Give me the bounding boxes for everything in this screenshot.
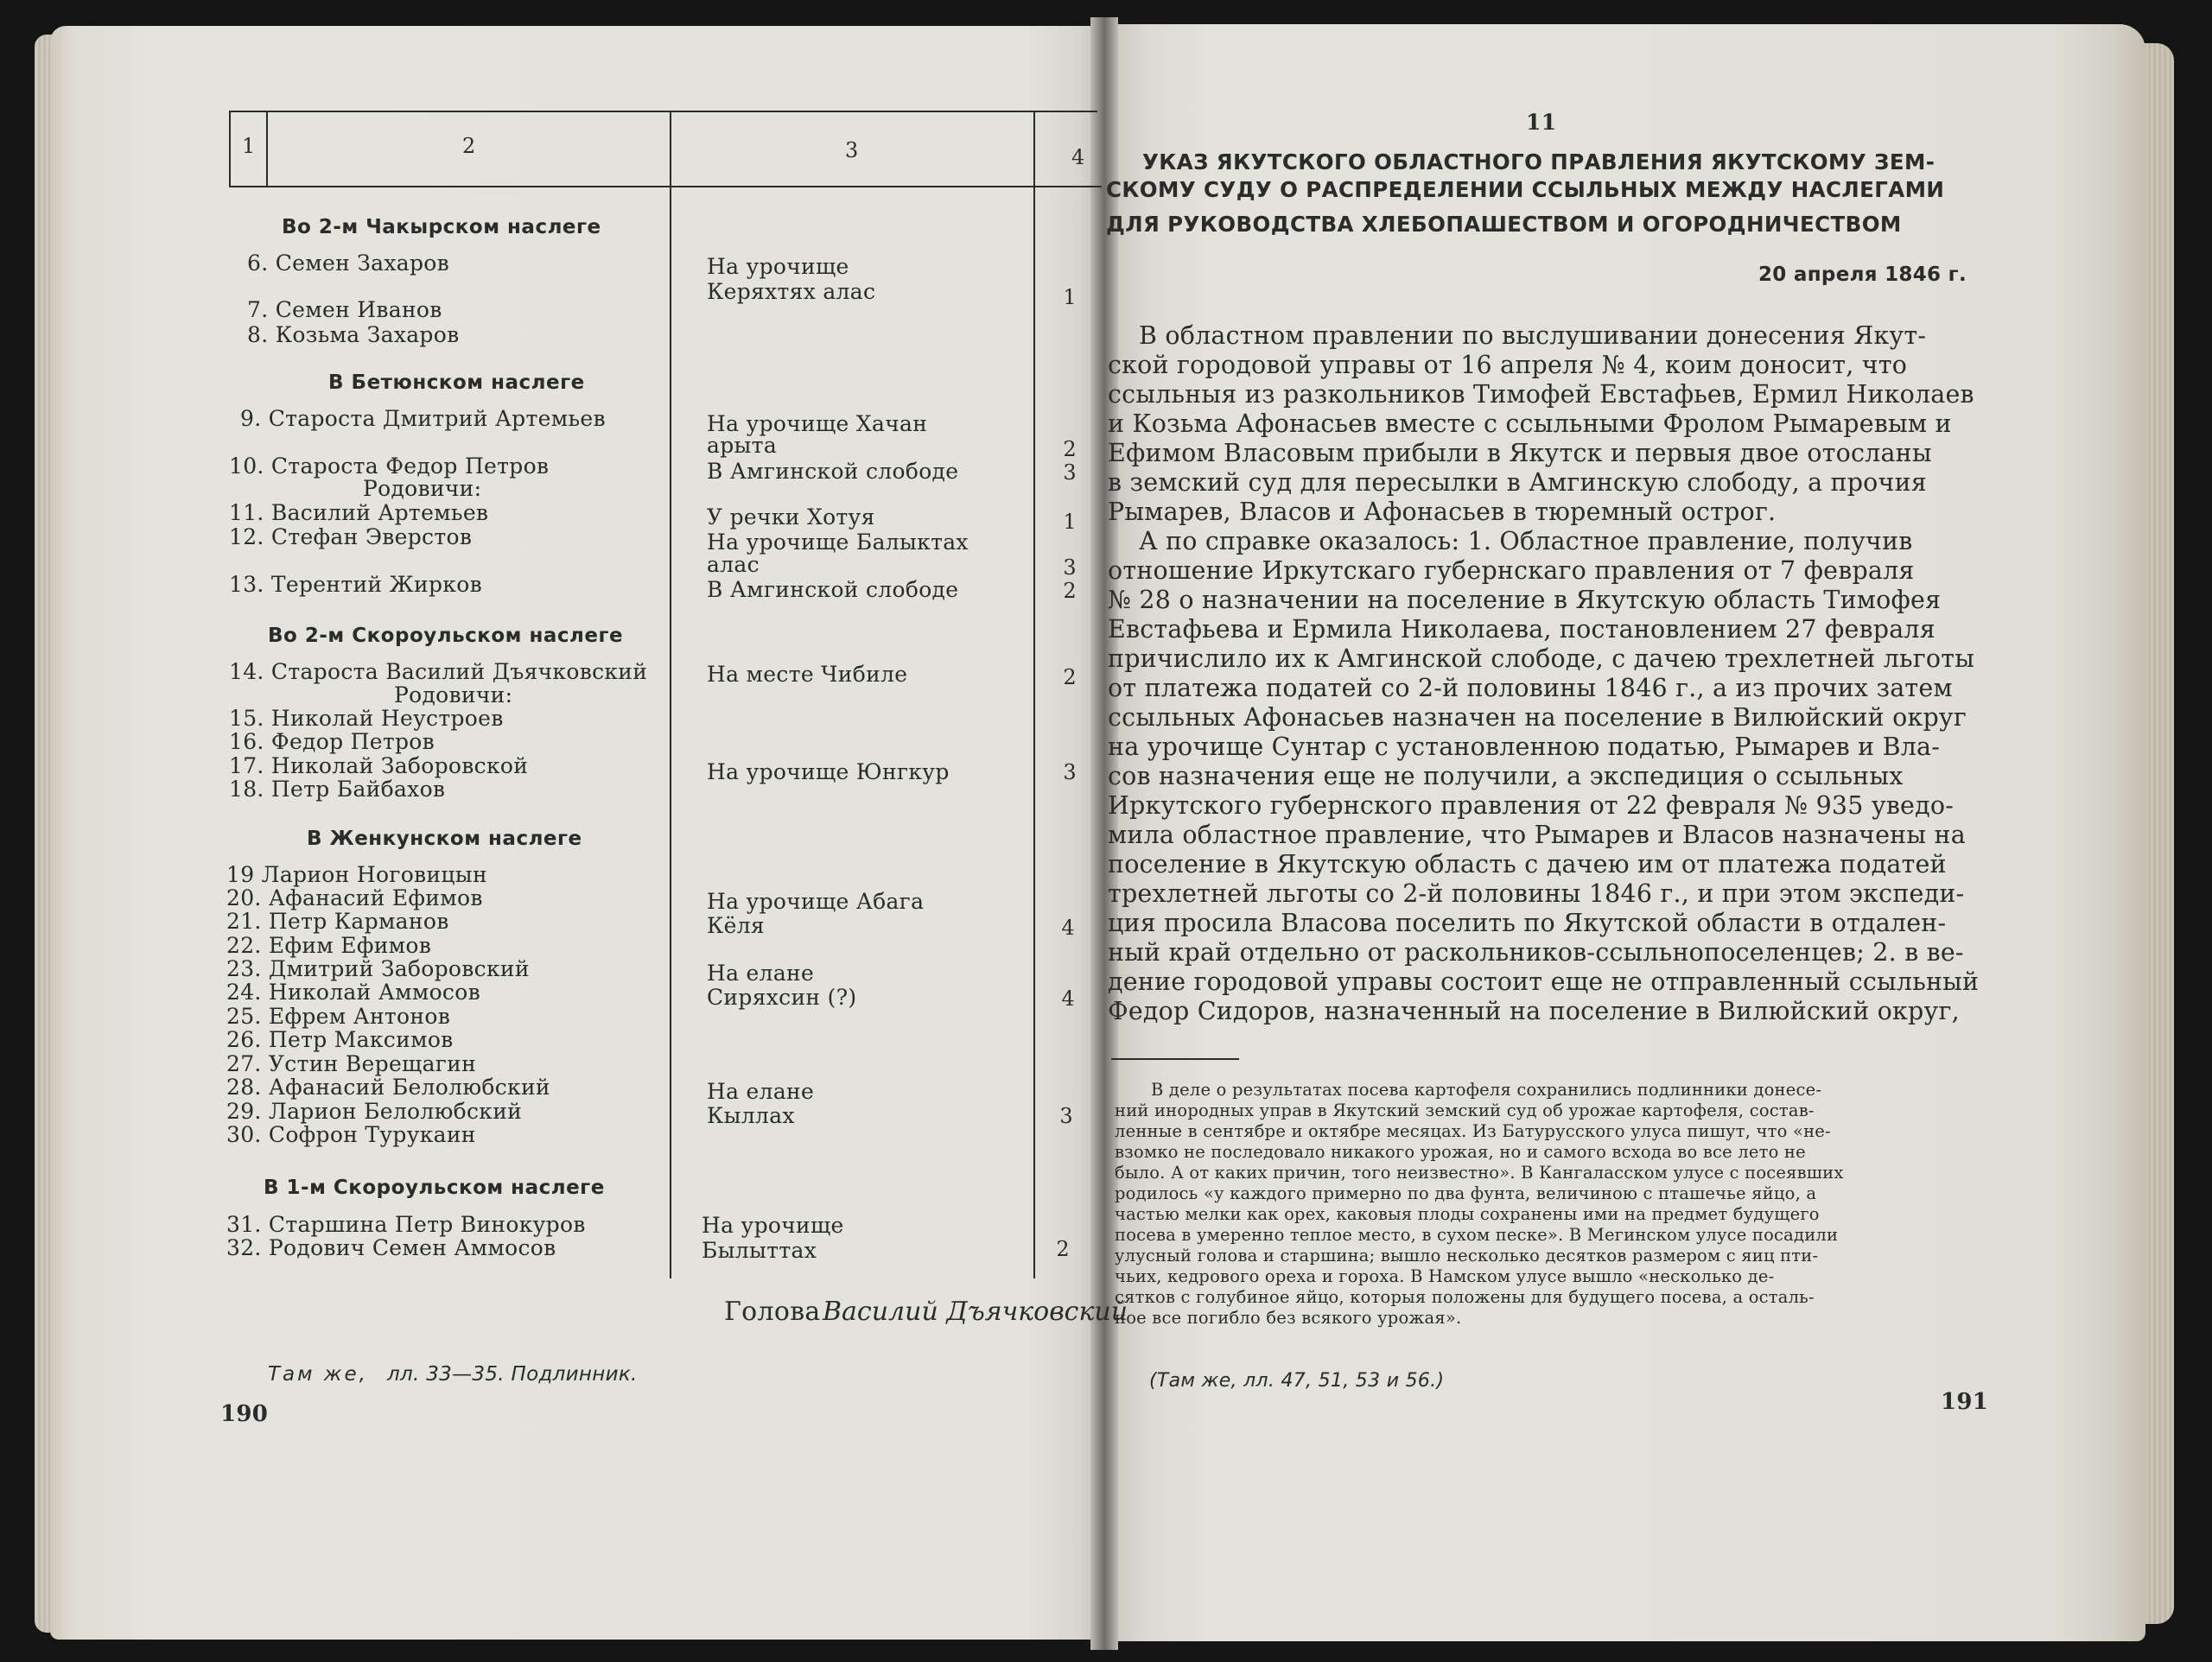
body-line: Евстафьева и Ермила Николаева, постановлением 27 февраля <box>1108 615 1936 644</box>
body-line: в земский суд для пересылки в Амгинскую слободу, а прочия <box>1108 468 1927 497</box>
section-title: В 1-м Скороульском наслеге <box>264 1177 605 1199</box>
table-row: 32. Родович Семен Аммосов <box>226 1235 556 1260</box>
body-line: дение городовой управы состоит еще не отправленный ссыльный <box>1108 967 1980 996</box>
footnote-line: частью мелки как орех, каковыя плоды сохранены ими на предмет будущего <box>1115 1204 1820 1224</box>
page-number: 190 <box>220 1401 269 1427</box>
body-line: Рымарев, Власов и Афонасьев в тюремный острог. <box>1108 498 1777 526</box>
count-cell: 3 <box>1063 760 1077 784</box>
count-cell: 2 <box>1063 437 1077 461</box>
table-row: 11. Василий Артемьев <box>229 500 489 525</box>
footnote-line: взомко не последовало никакого урожая, но и самого всхода во все лето не <box>1115 1142 1806 1162</box>
table-row: 31. Старшина Петр Винокуров <box>226 1212 586 1237</box>
col-divider-3 <box>1033 112 1035 1278</box>
footnote-rule <box>1111 1058 1239 1060</box>
footnote-line: улусный голова и старшина; вышло несколько десятков размером с яиц пти- <box>1115 1246 1819 1266</box>
body-line: сов назначения еще не получили, а экспедиция о ссыльных <box>1108 762 1904 790</box>
body-line: Ефимом Власовым прибыли в Якутск и первыя двое отосланы <box>1108 439 1932 467</box>
table-row: 27. Устин Верещагин <box>226 1051 477 1076</box>
table-header-rule <box>229 186 1102 187</box>
table-row: 13. Терентий Жирков <box>229 572 482 597</box>
place-cell: На урочище <box>702 1213 844 1238</box>
table-top-rule <box>229 111 1097 112</box>
table-header-col2: 2 <box>462 134 476 158</box>
table-left-rule <box>229 111 231 187</box>
place-cell: алас <box>707 552 760 577</box>
section-title: Во 2-м Чакырском наслеге <box>282 216 601 238</box>
count-cell: 3 <box>1063 555 1077 580</box>
table-row: 26. Петр Максимов <box>226 1027 454 1052</box>
footnote-line: чьих, кедрового ореха и гороха. В Намском улусе вышло «несколько де- <box>1115 1266 1775 1286</box>
table-row: 12. Стефан Эверстов <box>229 524 473 549</box>
body-line: А по справке оказалось: 1. Областное правление, получив <box>1139 527 1913 555</box>
table-row: 24. Николай Аммосов <box>226 980 480 1005</box>
place-cell: Былыттах <box>702 1238 817 1263</box>
place-cell: Кёля <box>707 913 765 938</box>
table-row: 9. Староста Дмитрий Артемьев <box>240 406 606 431</box>
place-cell: Керяхтях алас <box>707 279 876 304</box>
table-row: 6. Семен Захаров <box>247 251 449 276</box>
place-cell: Кыллах <box>707 1103 795 1128</box>
place-cell: На урочище Юнгкур <box>707 759 950 784</box>
place-cell: На урочище Балыктах <box>707 530 969 555</box>
body-line: В областном правлении по выслушивании донесения Якут- <box>1139 321 1927 350</box>
count-cell: 4 <box>1061 916 1075 940</box>
body-line: № 28 о назначении на поселение в Якутскую область Тимофея <box>1108 586 1942 614</box>
footnote-line: ний инородных управ в Якутский земский суд об урожае картофеля, состав- <box>1115 1101 1815 1120</box>
col-divider-2 <box>670 112 671 1278</box>
table-row: 17. Николай Заборовской <box>229 753 529 778</box>
body-line: и Козьма Афонасьев вместе с ссыльными Фролом Рымаревым и <box>1108 409 1952 438</box>
table-row: 22. Ефим Ефимов <box>226 933 432 958</box>
footnote-line: ленные в сентябре и октябре месяцах. Из Батурусского улуса пишут, что «не- <box>1115 1121 1831 1141</box>
table-row: 19 Ларион Ноговицын <box>226 862 487 887</box>
document-number: 11 <box>1526 110 1557 135</box>
table-row: 16. Федор Петров <box>229 729 435 754</box>
place-cell: На елане <box>707 961 815 986</box>
count-cell: 1 <box>1063 285 1077 309</box>
table-row: 18. Петр Байбахов <box>229 777 446 802</box>
footnote-line: было. А от каких причин, того неизвестно». В Кангаласском улусе с посеявших <box>1115 1163 1844 1183</box>
count-cell: 2 <box>1056 1237 1070 1261</box>
table-row: 15. Николай Неустроев <box>229 706 504 731</box>
table-row: 7. Семен Иванов <box>247 297 442 322</box>
document-title-line: СКОМУ СУДУ О РАСПРЕДЕЛЕНИИ ССЫЛЬНЫХ МЕЖДУ НАСЛЕГАМИ <box>1106 177 1945 202</box>
section-title: В Женкунском наслеге <box>307 828 582 850</box>
body-line: от платежа податей со 2-й половины 1846 г., а из прочих затем <box>1108 674 1953 702</box>
document-title-line: УКАЗ ЯКУТСКОГО ОБЛАСТНОГО ПРАВЛЕНИЯ ЯКУТСКОМУ ЗЕМ- <box>1142 149 1936 174</box>
body-line: поселение в Якутскую область с дачею им от платежа податей <box>1108 850 1947 879</box>
footnote-line: сятков с голубиное яйцо, которыя положены для будущего посева, а осталь- <box>1115 1287 1815 1307</box>
place-cell: У речки Хотуя <box>707 504 875 530</box>
footnote-line: ное все погибло без всякого урожая». <box>1115 1308 1462 1328</box>
body-line: мила областное правление, что Рымарев и Власов назначены на <box>1108 821 1966 849</box>
body-line: ской городовой управы от 16 апреля № 4, коим доносит, что <box>1108 351 1908 379</box>
table-row: 30. Софрон Турукаин <box>226 1122 476 1147</box>
signature-label: Голова <box>724 1297 821 1327</box>
body-line: трехлетней льготы со 2-й половины 1846 г., и при этом экспеди- <box>1108 879 1965 908</box>
table-row: 8. Козьма Захаров <box>247 322 460 347</box>
place-cell: Сиряхсин (?) <box>707 985 857 1010</box>
body-line: отношение Иркутскаго губернскаго правления от 7 февраля <box>1108 556 1915 585</box>
footnote-source: (Там же, лл. 47, 51, 53 и 56.) <box>1149 1370 1445 1392</box>
document-title-line: ДЛЯ РУКОВОДСТВА ХЛЕБОПАШЕСТВОМ И ОГОРОДНИЧЕСТВОМ <box>1106 212 1902 237</box>
col-divider-1 <box>266 112 268 187</box>
body-line: ссыльныя из разкольников Тимофей Евстафьев, Ермил Николаев <box>1108 380 1974 409</box>
footnote-line: посева в умеренно теплое место, в сухом песке». В Мегинском улусе посадили <box>1115 1225 1839 1245</box>
body-line: Федор Сидоров, назначенный на поселение в Вилюйский округ, <box>1108 997 1960 1025</box>
table-row: 23. Дмитрий Заборовский <box>226 956 530 981</box>
place-cell: В Амгинской слободе <box>707 577 959 602</box>
table-row: 25. Ефрем Антонов <box>226 1004 451 1029</box>
body-line: причислило их к Амгинской слободе, с дачею трехлетней льготы <box>1108 644 1975 673</box>
body-line: на урочище Сунтар с установленною податью, Рымарев и Вла- <box>1108 733 1941 761</box>
place-cell: На урочище Абага <box>707 889 925 914</box>
table-row: 10. Староста Федор Петров <box>229 454 550 479</box>
document-date: 20 апреля 1846 г. <box>1758 263 1967 286</box>
table-row: 14. Староста Василий Дъячковский <box>229 659 648 684</box>
table-row: 20. Афанасий Ефимов <box>226 885 483 910</box>
section-title: Во 2-м Скороульском наслеге <box>268 625 624 647</box>
footnote-line: родилось «у каждого примерно по два фунта, величиною с пташечье яйцо, а <box>1115 1183 1817 1203</box>
table-row: 21. Петр Карманов <box>226 909 449 934</box>
footnote-line: В деле о результатах посева картофеля сохранились подлинники донесе- <box>1151 1080 1822 1100</box>
table-header-col4: 4 <box>1071 145 1085 169</box>
count-cell: 3 <box>1063 460 1077 485</box>
count-cell: 2 <box>1063 665 1077 689</box>
place-cell: На урочище Хачан <box>707 411 928 436</box>
body-line: ссыльных Афонасьев назначен на поселение в Вилюйский округ <box>1108 703 1967 732</box>
count-cell: 2 <box>1063 579 1077 603</box>
table-row: Родовичи: <box>394 682 513 707</box>
body-line: ция просила Власова поселить по Якутской области в отдален- <box>1108 909 1947 937</box>
body-line: Иркутского губернского правления от 22 февраля № 935 уведо- <box>1108 791 1955 820</box>
table-row: 28. Афанасий Белолюбский <box>226 1075 550 1100</box>
count-cell: 4 <box>1061 986 1075 1011</box>
place-cell: В Амгинской слободе <box>707 459 959 484</box>
count-cell: 1 <box>1063 510 1077 534</box>
count-cell: 3 <box>1059 1104 1073 1128</box>
page-number: 191 <box>1941 1389 1989 1415</box>
table-row: Родовичи: <box>363 476 482 501</box>
source-reference-rest: лл. 33—35. Подлинник. <box>387 1363 638 1386</box>
signature-name: Василий Дъячковский <box>823 1297 1128 1327</box>
body-line: ный край отдельно от раскольников-ссыльнопоселенцев; 2. в ве- <box>1108 938 1964 967</box>
place-cell: На урочище <box>707 254 849 279</box>
source-reference: Там же, <box>268 1363 368 1386</box>
table-row: 29. Ларион Белолюбский <box>226 1099 523 1124</box>
place-cell: арыта <box>707 433 778 458</box>
place-cell: На месте Чибиле <box>707 662 908 687</box>
table-header-col3: 3 <box>845 138 859 162</box>
table-header-col1: 1 <box>242 134 256 158</box>
section-title: В Бетюнском наслеге <box>328 371 585 394</box>
place-cell: На елане <box>707 1079 815 1104</box>
